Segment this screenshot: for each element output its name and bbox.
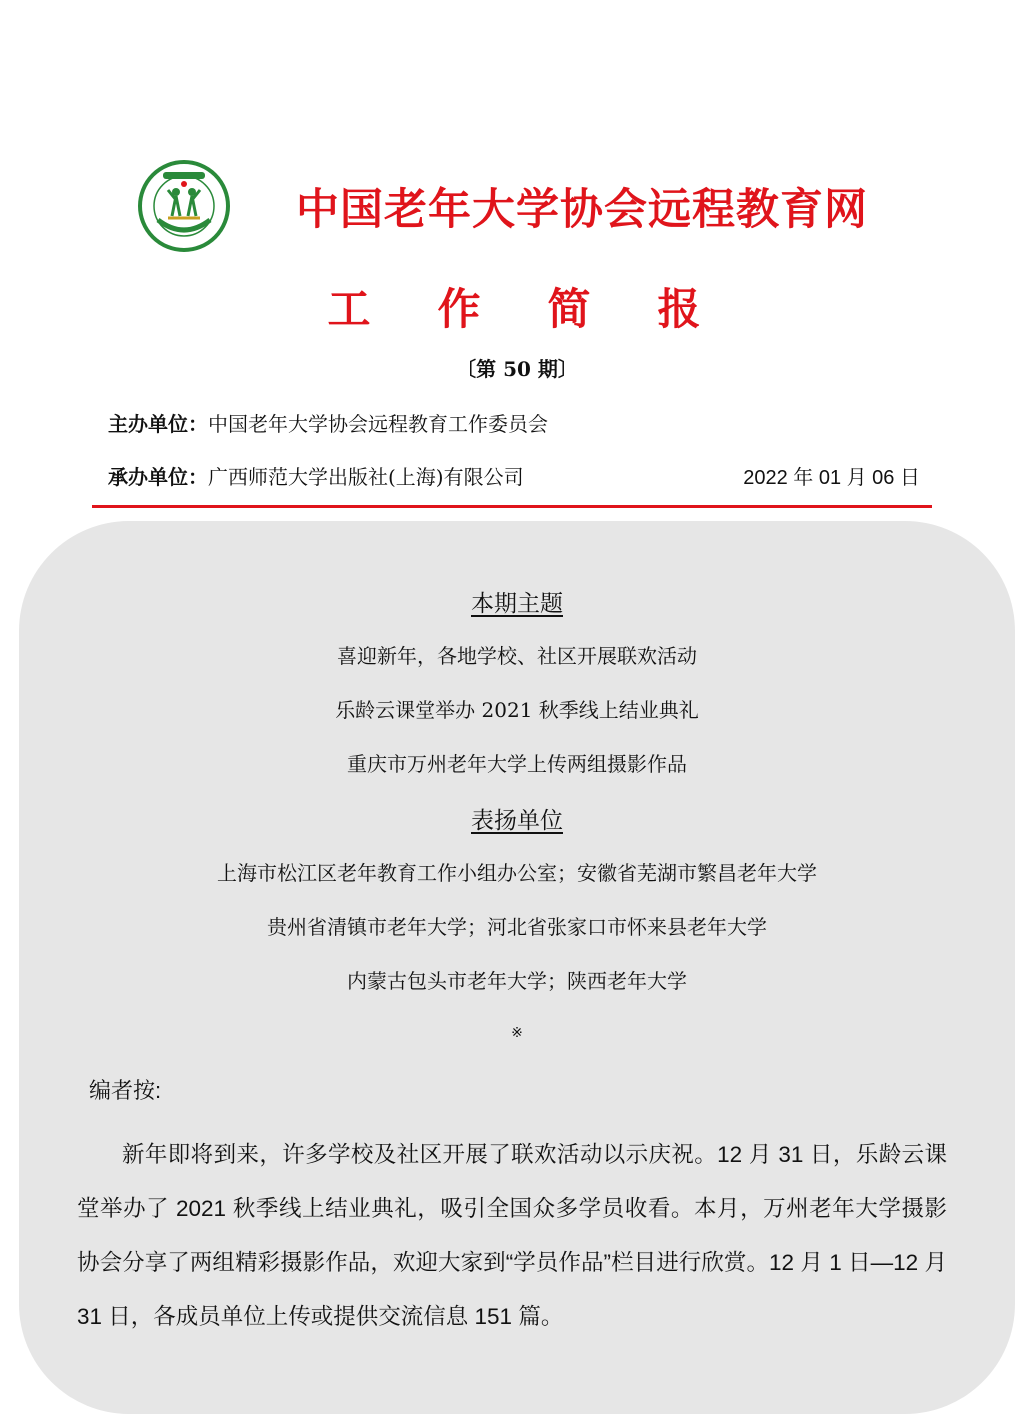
association-logo xyxy=(138,160,230,252)
header-divider xyxy=(92,505,932,508)
topics-heading: 本期主题 xyxy=(471,590,563,616)
commended-line: 贵州省清镇市老年大学；河北省张家口市怀来县老年大学 xyxy=(267,915,767,939)
issue-number: 〔第 50 期〕 xyxy=(456,357,578,381)
sponsor-label: 主办单位： xyxy=(108,412,208,436)
issue-date: 2022 年 01 月 06 日 xyxy=(743,467,920,489)
sponsor-row xyxy=(108,408,548,437)
commended-line: 上海市松江区老年教育工作小组办公室；安徽省芜湖市繁昌老年大学 xyxy=(217,861,817,885)
organizer-label: 承办单位： xyxy=(108,465,208,489)
org-title: 中国老年大学协会远程教育网 xyxy=(296,185,868,235)
topic-item: 乐龄云课堂举办 2021 秋季线上结业典礼 xyxy=(335,698,699,722)
editor-note-body: 新年即将到来，许多学校及社区开展了联欢活动以示庆祝。12 月 31 日，乐龄云课堂举办了 2021 秋季线上结业典礼，吸引全国众多学员收看。本月，万州老年大学摄影协会分享了两组精彩摄影作品，欢迎大家到“学员作品”栏目进行欣赏。12 月 1 日—12 月 31 日，各成员单位上传或提供交流信息 151 篇。 xyxy=(77,1142,947,1329)
commended-line: 内蒙古包头市老年大学；陕西老年大学 xyxy=(347,969,687,993)
topic-item: 重庆市万州老年大学上传两组摄影作品 xyxy=(347,752,687,776)
organizer-row xyxy=(108,461,524,490)
brief-title: 工 作 简 报 xyxy=(327,285,727,335)
association-logo-icon xyxy=(138,160,230,252)
section-separator: ※ xyxy=(511,1025,523,1041)
topic-item: 喜迎新年，各地学校、社区开展联欢活动 xyxy=(337,644,697,668)
organizer-value: 广西师范大学出版社(上海)有限公司 xyxy=(208,465,524,489)
editor-note-label: 编者按: xyxy=(89,1078,162,1103)
sponsor-value: 中国老年大学协会远程教育工作委员会 xyxy=(208,412,548,436)
commended-heading: 表扬单位 xyxy=(471,807,563,833)
